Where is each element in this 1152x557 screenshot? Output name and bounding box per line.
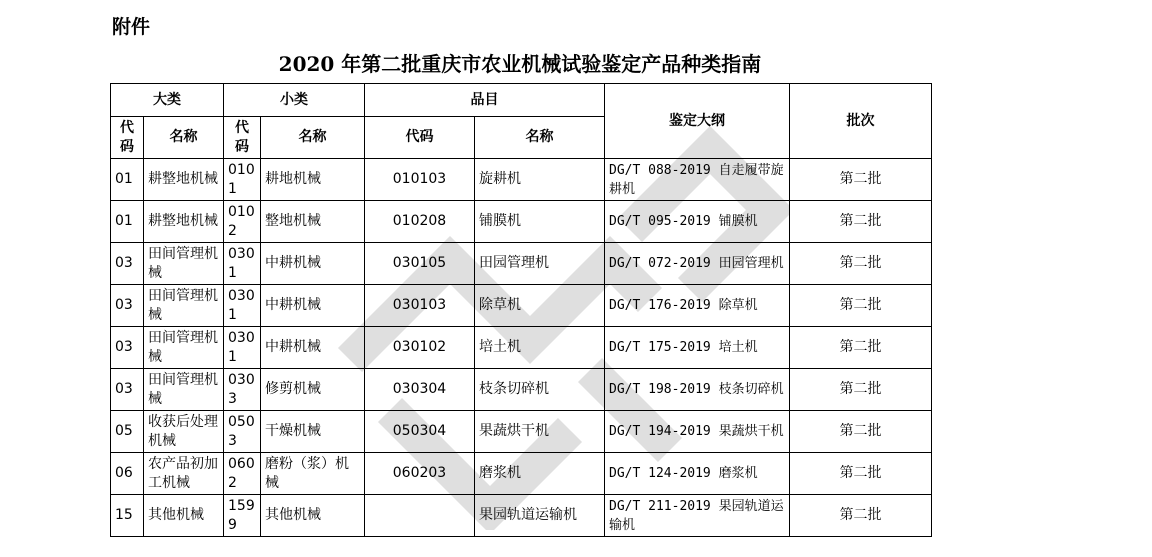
cell-item-code: 030103 — [365, 285, 475, 327]
cell-item-name: 果园轨道运输机 — [475, 495, 605, 537]
table-row — [111, 453, 932, 495]
cell-item-name: 铺膜机 — [475, 201, 605, 243]
cell-batch: 第二批 — [790, 495, 932, 537]
header-category-code: 代 码 — [111, 117, 144, 159]
cell-subcategory-name: 中耕机械 — [261, 243, 365, 285]
cell-category-name: 其他机械 — [144, 495, 224, 537]
cell-subcategory-code: 0102 — [224, 201, 261, 243]
header-subcategory: 小类 — [224, 84, 365, 117]
cell-category-name: 耕整地机械 — [144, 159, 224, 201]
table-row — [111, 159, 932, 201]
cell-item-code: 030105 — [365, 243, 475, 285]
cell-category-name: 田间管理机械 — [144, 327, 224, 369]
cell-category-name: 田间管理机械 — [144, 285, 224, 327]
cell-category-name: 耕整地机械 — [144, 201, 224, 243]
attachment-label: 附件 — [112, 16, 151, 38]
cell-outline: DG/T 175-2019 培土机 — [605, 327, 790, 369]
cell-item-code: 030102 — [365, 327, 475, 369]
cell-category-code: 06 — [111, 453, 144, 495]
cell-item-name: 培土机 — [475, 327, 605, 369]
cell-subcategory-name: 干燥机械 — [261, 411, 365, 453]
cell-outline: DG/T 176-2019 除草机 — [605, 285, 790, 327]
header-item: 品目 — [365, 84, 605, 117]
cell-subcategory-name: 修剪机械 — [261, 369, 365, 411]
table-row — [111, 201, 932, 243]
cell-batch: 第二批 — [790, 369, 932, 411]
table-row — [111, 327, 932, 369]
cell-category-code: 03 — [111, 285, 144, 327]
cell-subcategory-code: 0301 — [224, 243, 261, 285]
cell-outline: DG/T 095-2019 铺膜机 — [605, 201, 790, 243]
cell-category-code: 01 — [111, 159, 144, 201]
cell-batch: 第二批 — [790, 411, 932, 453]
cell-category-name: 田间管理机械 — [144, 369, 224, 411]
header-category-name: 名称 — [144, 117, 224, 159]
header-subcategory-name: 名称 — [261, 117, 365, 159]
cell-outline: DG/T 211-2019 果园轨道运输机 — [605, 495, 790, 537]
cell-subcategory-name: 耕地机械 — [261, 159, 365, 201]
cell-subcategory-code: 0301 — [224, 285, 261, 327]
cell-category-name: 收获后处理机械 — [144, 411, 224, 453]
header-item-code: 代码 — [365, 117, 475, 159]
cell-batch: 第二批 — [790, 327, 932, 369]
cell-subcategory-code: 0301 — [224, 327, 261, 369]
cell-item-name: 果蔬烘干机 — [475, 411, 605, 453]
cell-item-code: 060203 — [365, 453, 475, 495]
cell-item-name: 枝条切碎机 — [475, 369, 605, 411]
cell-category-code: 03 — [111, 369, 144, 411]
cell-subcategory-code: 1599 — [224, 495, 261, 537]
header-batch: 批次 — [790, 84, 932, 159]
cell-item-code: 030304 — [365, 369, 475, 411]
cell-outline: DG/T 072-2019 田园管理机 — [605, 243, 790, 285]
cell-item-code: 010103 — [365, 159, 475, 201]
cell-subcategory-code: 0101 — [224, 159, 261, 201]
cell-batch: 第二批 — [790, 453, 932, 495]
cell-category-code: 01 — [111, 201, 144, 243]
cell-batch: 第二批 — [790, 159, 932, 201]
header-subcategory-code: 代 码 — [224, 117, 261, 159]
cell-batch: 第二批 — [790, 243, 932, 285]
cell-category-code: 03 — [111, 243, 144, 285]
cell-item-code — [365, 495, 475, 537]
cell-category-name: 农产品初加工机械 — [144, 453, 224, 495]
cell-subcategory-name: 其他机械 — [261, 495, 365, 537]
cell-subcategory-code: 0602 — [224, 453, 261, 495]
cell-subcategory-name: 磨粉（浆）机械 — [261, 453, 365, 495]
cell-item-name: 除草机 — [475, 285, 605, 327]
cell-item-code: 010208 — [365, 201, 475, 243]
cell-item-code: 050304 — [365, 411, 475, 453]
cell-batch: 第二批 — [790, 285, 932, 327]
cell-category-code: 05 — [111, 411, 144, 453]
cell-subcategory-name: 整地机械 — [261, 201, 365, 243]
cell-item-name: 田园管理机 — [475, 243, 605, 285]
cell-item-name: 磨浆机 — [475, 453, 605, 495]
table-row — [111, 495, 932, 537]
product-guide-table — [110, 83, 932, 537]
header-outline: 鉴定大纲 — [605, 84, 790, 159]
table-row — [111, 411, 932, 453]
cell-outline: DG/T 194-2019 果蔬烘干机 — [605, 411, 790, 453]
cell-category-code: 03 — [111, 327, 144, 369]
cell-category-code: 15 — [111, 495, 144, 537]
cell-outline: DG/T 198-2019 枝条切碎机 — [605, 369, 790, 411]
cell-subcategory-code: 0303 — [224, 369, 261, 411]
cell-outline: DG/T 088-2019 自走履带旋耕机 — [605, 159, 790, 201]
cell-subcategory-name: 中耕机械 — [261, 327, 365, 369]
cell-category-name: 田间管理机械 — [144, 243, 224, 285]
cell-item-name: 旋耕机 — [475, 159, 605, 201]
cell-subcategory-code: 0503 — [224, 411, 261, 453]
header-category: 大类 — [111, 84, 224, 117]
cell-subcategory-name: 中耕机械 — [261, 285, 365, 327]
table-row — [111, 243, 932, 285]
cell-outline: DG/T 124-2019 磨浆机 — [605, 453, 790, 495]
table-row — [111, 285, 932, 327]
document-title: 2020 年第二批重庆市农业机械试验鉴定产品种类指南 — [278, 52, 762, 76]
cell-batch: 第二批 — [790, 201, 932, 243]
table-row — [111, 369, 932, 411]
header-item-name: 名称 — [475, 117, 605, 159]
